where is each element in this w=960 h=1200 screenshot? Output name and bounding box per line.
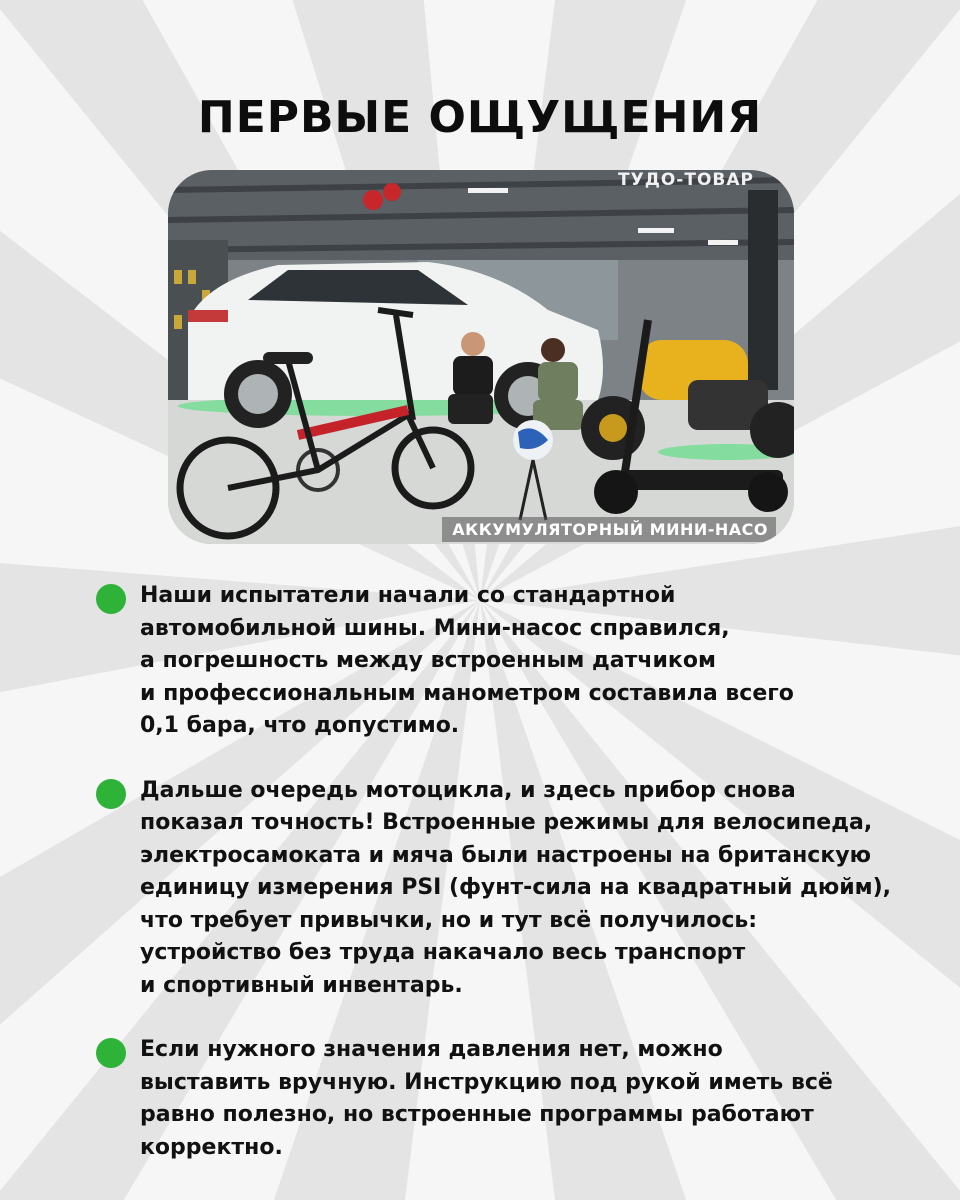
list-item [96, 775, 916, 1003]
product-photo [168, 170, 794, 544]
list-item [96, 1034, 916, 1164]
list-item [96, 580, 916, 743]
green-bullet-icon [96, 779, 126, 809]
green-bullet-icon [96, 584, 126, 614]
green-bullet-icon [96, 1038, 126, 1068]
list-item-text: Дальше очередь мотоцикла, и здесь прибор снова показал точность! Встроенные режимы для велосипеда, электросамоката и мяча были настроены на британскую единицу измерения PSI (фунт-сила на квадратный дюйм), что требует привычки, но и тут всё получилось: устройство без труда накачало весь транспорт и спортивный инвентарь. [140, 777, 892, 998]
video-caption-bottom: АККУМУЛЯТОРНЫЙ МИНИ-НАСО [442, 517, 776, 542]
list-item-text: Наши испытатели начали со стандартной автомобильной шины. Мини-насос справился, а погрешность между встроенным датчиком и профессиональным манометром составила всего 0,1 бара, что допустимо. [140, 583, 794, 738]
video-caption-top: ТУДО-ТОВАР [618, 170, 754, 190]
list-item-text: Если нужного значения давления нет, можно выставить вручную. Инструкцию под рукой иметь всё равно полезно, но встроенные программы работают корректно. [140, 1037, 833, 1160]
garage-scene-illustration [168, 170, 794, 544]
bullet-list [96, 580, 916, 1196]
page-title: ПЕРВЫЕ ОЩУЩЕНИЯ [197, 92, 763, 143]
